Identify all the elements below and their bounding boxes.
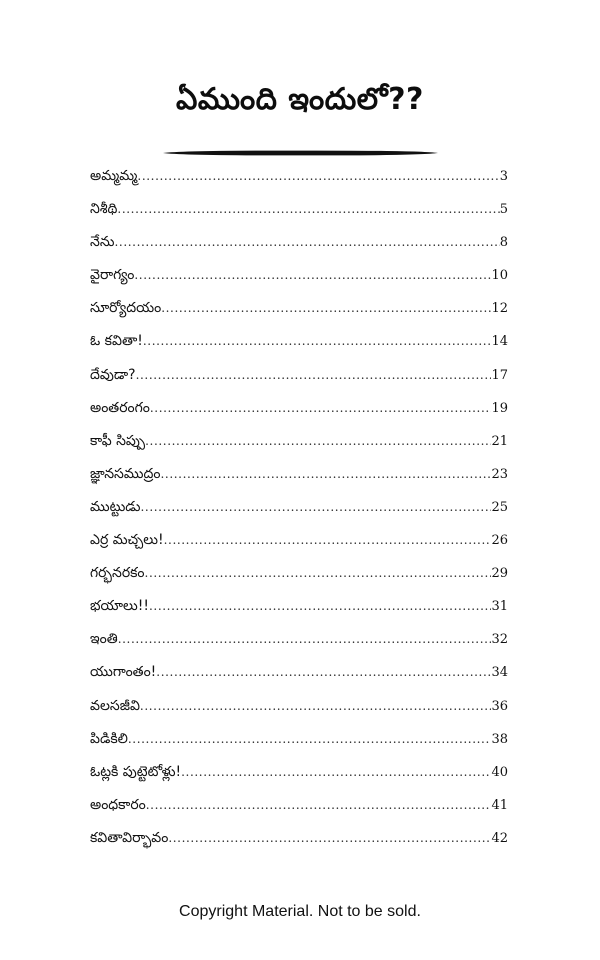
toc-entry-page-number: 17 [491, 367, 508, 383]
toc-leader-dots [181, 756, 491, 789]
toc-entry-title: అంతరంగం [90, 399, 150, 416]
toc-entry-page-number: 40 [491, 764, 508, 780]
toc-entry-title: నిశీథి [90, 201, 118, 218]
toc-entry-page-number: 34 [491, 665, 508, 681]
toc-entry-page-number: 38 [491, 731, 508, 747]
toc-entry-page-number: 3 [499, 169, 508, 184]
toc-entry-title: యుగాంతం! [90, 664, 157, 681]
toc-entry-page-number: 25 [491, 499, 508, 515]
toc-entry[interactable] [90, 723, 508, 756]
toc-entry[interactable] [90, 458, 508, 491]
toc-entry[interactable] [90, 789, 508, 822]
toc-entry-title: ఎర్ర మచ్చలు! [90, 532, 164, 549]
toc-leader-dots [118, 623, 492, 656]
table-of-contents [90, 160, 508, 855]
toc-entry-title: ఓ కవితా! [90, 333, 143, 350]
toc-leader-dots [156, 656, 491, 689]
toc-entry-title: కాఫీ సిప్పు [90, 432, 146, 449]
toc-leader-dots [145, 557, 492, 590]
toc-entry[interactable] [90, 524, 508, 557]
toc-entry[interactable] [90, 756, 508, 789]
toc-leader-dots [143, 325, 492, 358]
toc-entry-title: అమ్మమ్మ [90, 168, 138, 184]
toc-leader-dots [146, 789, 492, 822]
toc-leader-dots [128, 723, 492, 756]
toc-entry-title: ఓట్లకి పుట్టెటోళ్లు! [90, 763, 182, 780]
toc-entry[interactable] [90, 292, 508, 325]
toc-leader-dots [150, 392, 492, 425]
toc-entry[interactable] [90, 623, 508, 656]
toc-leader-dots [136, 359, 492, 392]
toc-entry[interactable] [90, 557, 508, 590]
toc-entry[interactable] [90, 690, 508, 723]
toc-entry[interactable] [90, 193, 508, 226]
toc-entry-page-number: 12 [491, 301, 508, 317]
toc-entry-title: గర్భనరకం [90, 565, 145, 582]
toc-entry-page-number: 8 [499, 235, 508, 251]
toc-entry[interactable] [90, 425, 508, 458]
toc-leader-dots [137, 160, 499, 193]
toc-leader-dots [168, 822, 491, 855]
toc-entry-page-number: 23 [491, 466, 508, 482]
toc-leader-dots [134, 259, 491, 292]
toc-entry-page-number: 36 [491, 698, 508, 714]
toc-entry-page-number: 32 [491, 632, 508, 648]
toc-entry-page-number: 31 [491, 599, 508, 615]
toc-leader-dots [115, 226, 500, 259]
toc-entry[interactable] [90, 359, 508, 392]
toc-entry-page-number: 21 [491, 433, 508, 449]
toc-leader-dots [161, 458, 492, 491]
toc-entry[interactable] [90, 259, 508, 292]
toc-leader-dots [145, 425, 491, 458]
page-title: ఏముంది ఇందులో?? [176, 82, 424, 117]
toc-leader-dots [161, 292, 491, 325]
toc-leader-dots [140, 690, 492, 723]
toc-entry-page-number: 5 [499, 202, 508, 218]
toc-entry-title: సూర్యోదయం [90, 300, 162, 317]
toc-entry-title: కవితావిర్భావం [90, 829, 169, 846]
toc-entry-title: ఇంతి [90, 631, 118, 648]
toc-entry-page-number: 19 [491, 400, 508, 416]
toc-entry[interactable] [90, 590, 508, 623]
toc-entry-page-number: 29 [491, 566, 508, 582]
toc-entry-title: అంధకారం [90, 796, 146, 813]
toc-leader-dots [164, 524, 492, 557]
toc-entry[interactable] [90, 325, 508, 358]
toc-entry-title: వైరాగ్యం [90, 267, 135, 284]
title-underline [163, 150, 438, 156]
toc-entry-page-number: 14 [491, 334, 508, 350]
toc-leader-dots [149, 590, 491, 623]
toc-entry-page-number: 41 [491, 797, 508, 813]
copyright-notice: Copyright Material. Not to be sold. [179, 903, 421, 920]
toc-entry-page-number: 10 [491, 268, 508, 284]
toc-entry-title: పిడికిలి [90, 730, 128, 747]
toc-entry-title: వలసజీవి [90, 697, 140, 714]
toc-entry[interactable] [90, 160, 508, 193]
toc-entry-title: ముట్టుడు [90, 498, 141, 515]
toc-entry-page-number: 26 [491, 533, 508, 549]
toc-entry[interactable] [90, 392, 508, 425]
toc-leader-dots [141, 491, 492, 524]
toc-entry[interactable] [90, 491, 508, 524]
toc-leader-dots [117, 193, 499, 226]
toc-entry[interactable] [90, 226, 508, 259]
toc-entry[interactable] [90, 656, 508, 689]
toc-entry-title: నేను [90, 234, 115, 251]
toc-entry-title: భయాలు!! [90, 598, 149, 615]
toc-entry-title: దేవుడా? [90, 366, 136, 383]
toc-entry-title: జ్ఞానసముద్రం [90, 465, 161, 482]
toc-entry[interactable] [90, 822, 508, 855]
toc-entry-page-number: 42 [491, 830, 508, 846]
